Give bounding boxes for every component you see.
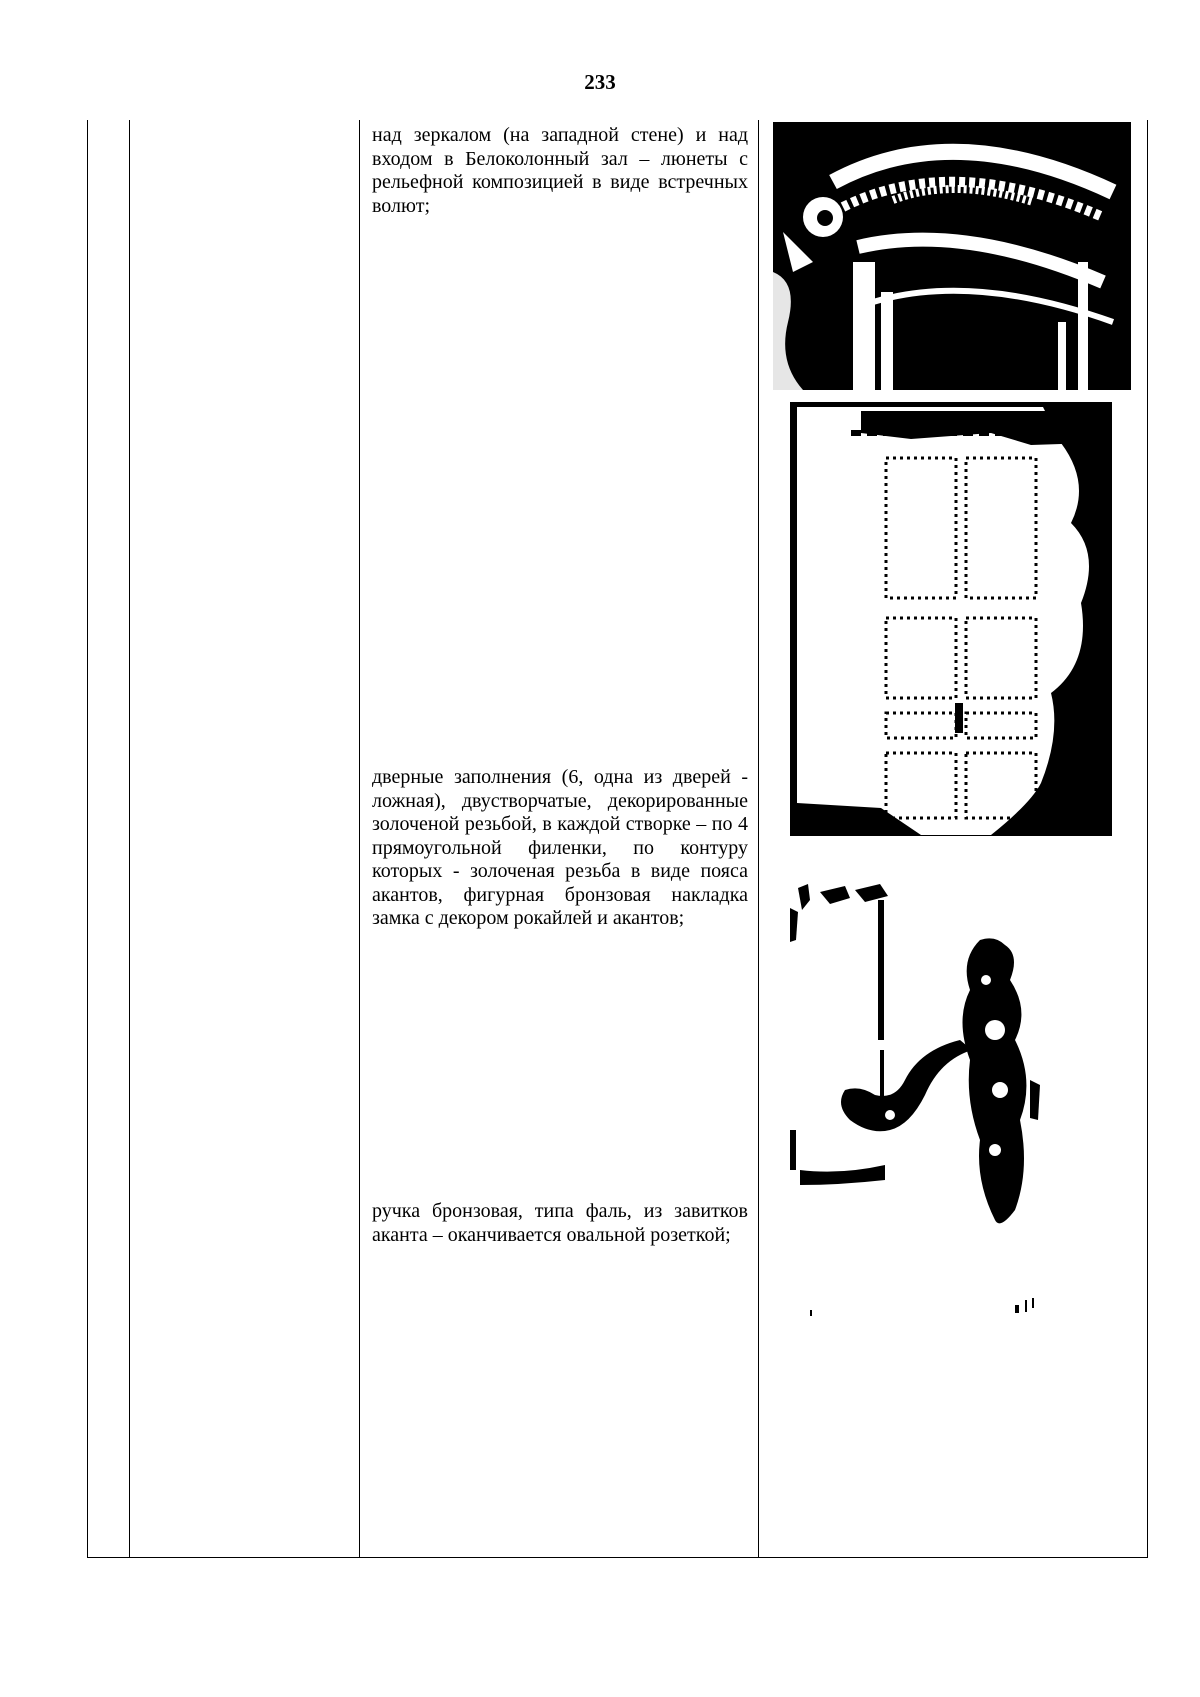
table-border-bottom [87, 1557, 1148, 1558]
table-column-divider-3 [758, 120, 759, 1558]
table-column-divider-1 [129, 120, 130, 1558]
door-handle-photo [790, 880, 1055, 1320]
description-lunettes: над зеркалом (на западной стене) и над входом в Белоколонный зал – люнеты с рельефной композицией в виде встречных волют; [372, 124, 748, 217]
table-column-divider-2 [359, 120, 360, 1558]
door-photo [790, 402, 1112, 836]
description-door-fillings: дверные заполнения (6, одна из дверей - ложная), двустворчатые, декорированные золоченой резьбой, в каждой створке – по 4 прямоугольной филенки, по контуру которых - золоченая резьба в виде пояса акантов, фигурная бронзовая накладка замка с декором рокайлей и акантов; [372, 766, 748, 929]
table-border-left [87, 120, 88, 1558]
table-border-right [1147, 120, 1148, 1558]
description-door-handle: ручка бронзовая, типа фаль, из завитков аканта – оканчивается овальной розеткой; [372, 1200, 748, 1246]
page-number: 233 [584, 70, 616, 94]
lunette-photo [773, 122, 1131, 390]
door-photo-drawing [791, 403, 1111, 835]
door-handle-photo-drawing [790, 880, 1055, 1320]
lunette-photo-drawing [773, 122, 1131, 390]
